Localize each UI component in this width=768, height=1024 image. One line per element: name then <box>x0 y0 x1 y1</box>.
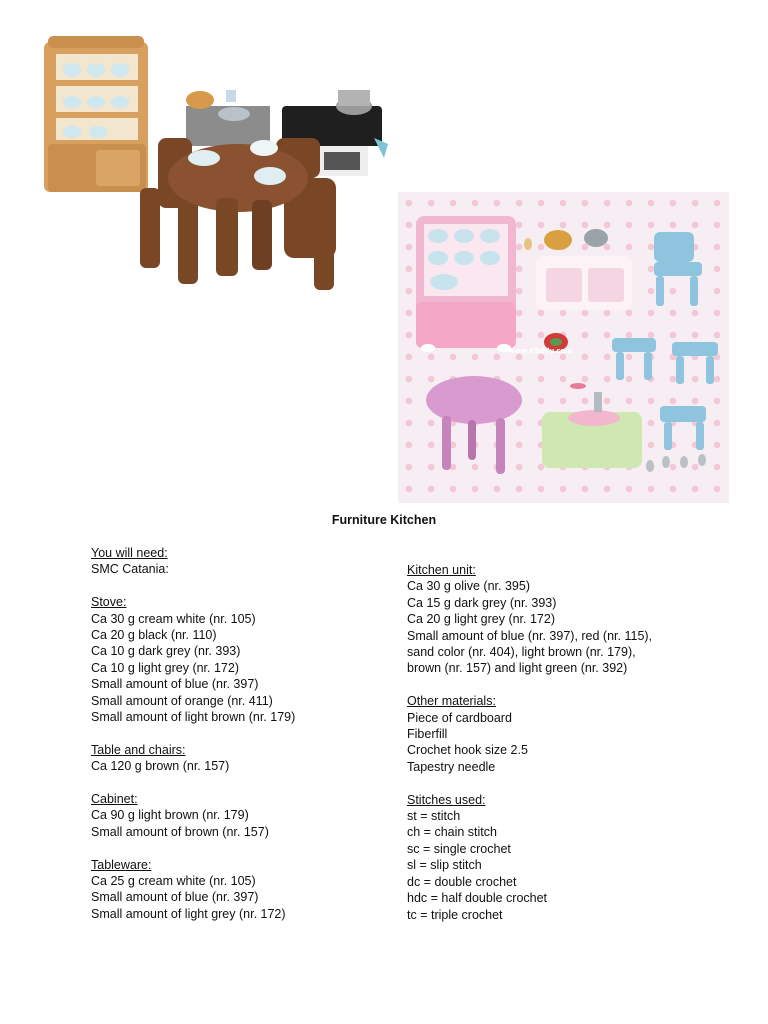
section-heading: Tableware: <box>91 857 152 872</box>
material-line: brown (nr. 157) and light green (nr. 392) <box>407 661 628 676</box>
section-gap <box>91 840 381 856</box>
section-heading: Other materials: <box>407 694 496 709</box>
material-line: Ca 10 g dark grey (nr. 393) <box>91 644 241 659</box>
material-line: Ca 90 g light brown (nr. 179) <box>91 808 249 823</box>
material-line: Small amount of orange (nr. 411) <box>91 693 273 708</box>
material-line: Small amount of blue (nr. 397), red (nr. 115), <box>407 628 653 643</box>
material-line: Piece of cardboard <box>407 710 512 725</box>
brown-furniture-illustration <box>38 28 410 308</box>
material-line: Tapestry needle <box>407 759 496 774</box>
section-gap <box>407 775 707 791</box>
section-heading: Kitchen unit: <box>407 563 476 577</box>
section-heading: Cabinet: <box>91 792 138 807</box>
document-title: Furniture Kitchen <box>331 513 437 527</box>
material-line: Fiberfill <box>407 727 448 742</box>
photo-pastel-kitchen-set <box>398 192 729 503</box>
material-line: Ca 30 g olive (nr. 395) <box>407 579 530 594</box>
section-gap <box>91 578 381 594</box>
watermark-text: www.Pbdily.com <box>508 347 573 355</box>
material-line: Small amount of light grey (nr. 172) <box>91 906 286 921</box>
material-line: sc = single crochet <box>407 841 511 856</box>
spoons-shape <box>646 454 706 472</box>
material-line: SMC Catania: <box>91 562 169 577</box>
material-line: dc = double crochet <box>407 874 517 889</box>
material-line: ch = chain stitch <box>407 825 497 840</box>
photo-brown-kitchen-furniture <box>38 28 410 308</box>
pink-cabinet-shape <box>416 216 516 352</box>
section-gap <box>407 677 707 693</box>
material-line: Small amount of light brown (nr. 179) <box>91 710 296 725</box>
material-line: Small amount of blue (nr. 397) <box>91 677 259 692</box>
section-heading: Stove: <box>91 595 127 610</box>
material-line: st = stitch <box>407 809 461 824</box>
right-column <box>407 562 707 923</box>
material-line: Ca 120 g brown (nr. 157) <box>91 759 230 774</box>
cabinet-shape <box>44 36 148 192</box>
section-gap <box>91 725 381 741</box>
material-line: Crochet hook size 2.5 <box>407 743 528 758</box>
left-column <box>91 545 381 922</box>
material-line: Small amount of blue (nr. 397) <box>91 890 259 905</box>
pastel-furniture-illustration <box>398 192 729 503</box>
material-line: sand color (nr. 404), light brown (nr. 179), <box>407 645 636 660</box>
material-line: Ca 10 g light grey (nr. 172) <box>91 660 239 675</box>
material-line: Small amount of brown (nr. 157) <box>91 824 269 839</box>
section-gap <box>91 775 381 791</box>
material-line: sl = slip stitch <box>407 858 482 873</box>
white-stove-shape <box>524 229 632 310</box>
material-line: tc = triple crochet <box>407 907 503 922</box>
material-line: Ca 30 g cream white (nr. 105) <box>91 611 256 626</box>
material-line: Ca 25 g cream white (nr. 105) <box>91 874 256 889</box>
section-heading: You will need: <box>91 546 168 560</box>
section-heading: Table and chairs: <box>91 742 186 757</box>
material-line: Ca 20 g light grey (nr. 172) <box>407 612 555 627</box>
sink-unit-shape <box>186 90 270 146</box>
section-heading: Stitches used: <box>407 792 486 807</box>
green-kitchen-unit-shape <box>542 383 642 468</box>
material-line: Ca 15 g dark grey (nr. 393) <box>407 595 557 610</box>
material-line: hdc = half double crochet <box>407 891 548 906</box>
pink-table-shape <box>426 376 522 474</box>
material-line: Ca 20 g black (nr. 110) <box>91 628 217 643</box>
